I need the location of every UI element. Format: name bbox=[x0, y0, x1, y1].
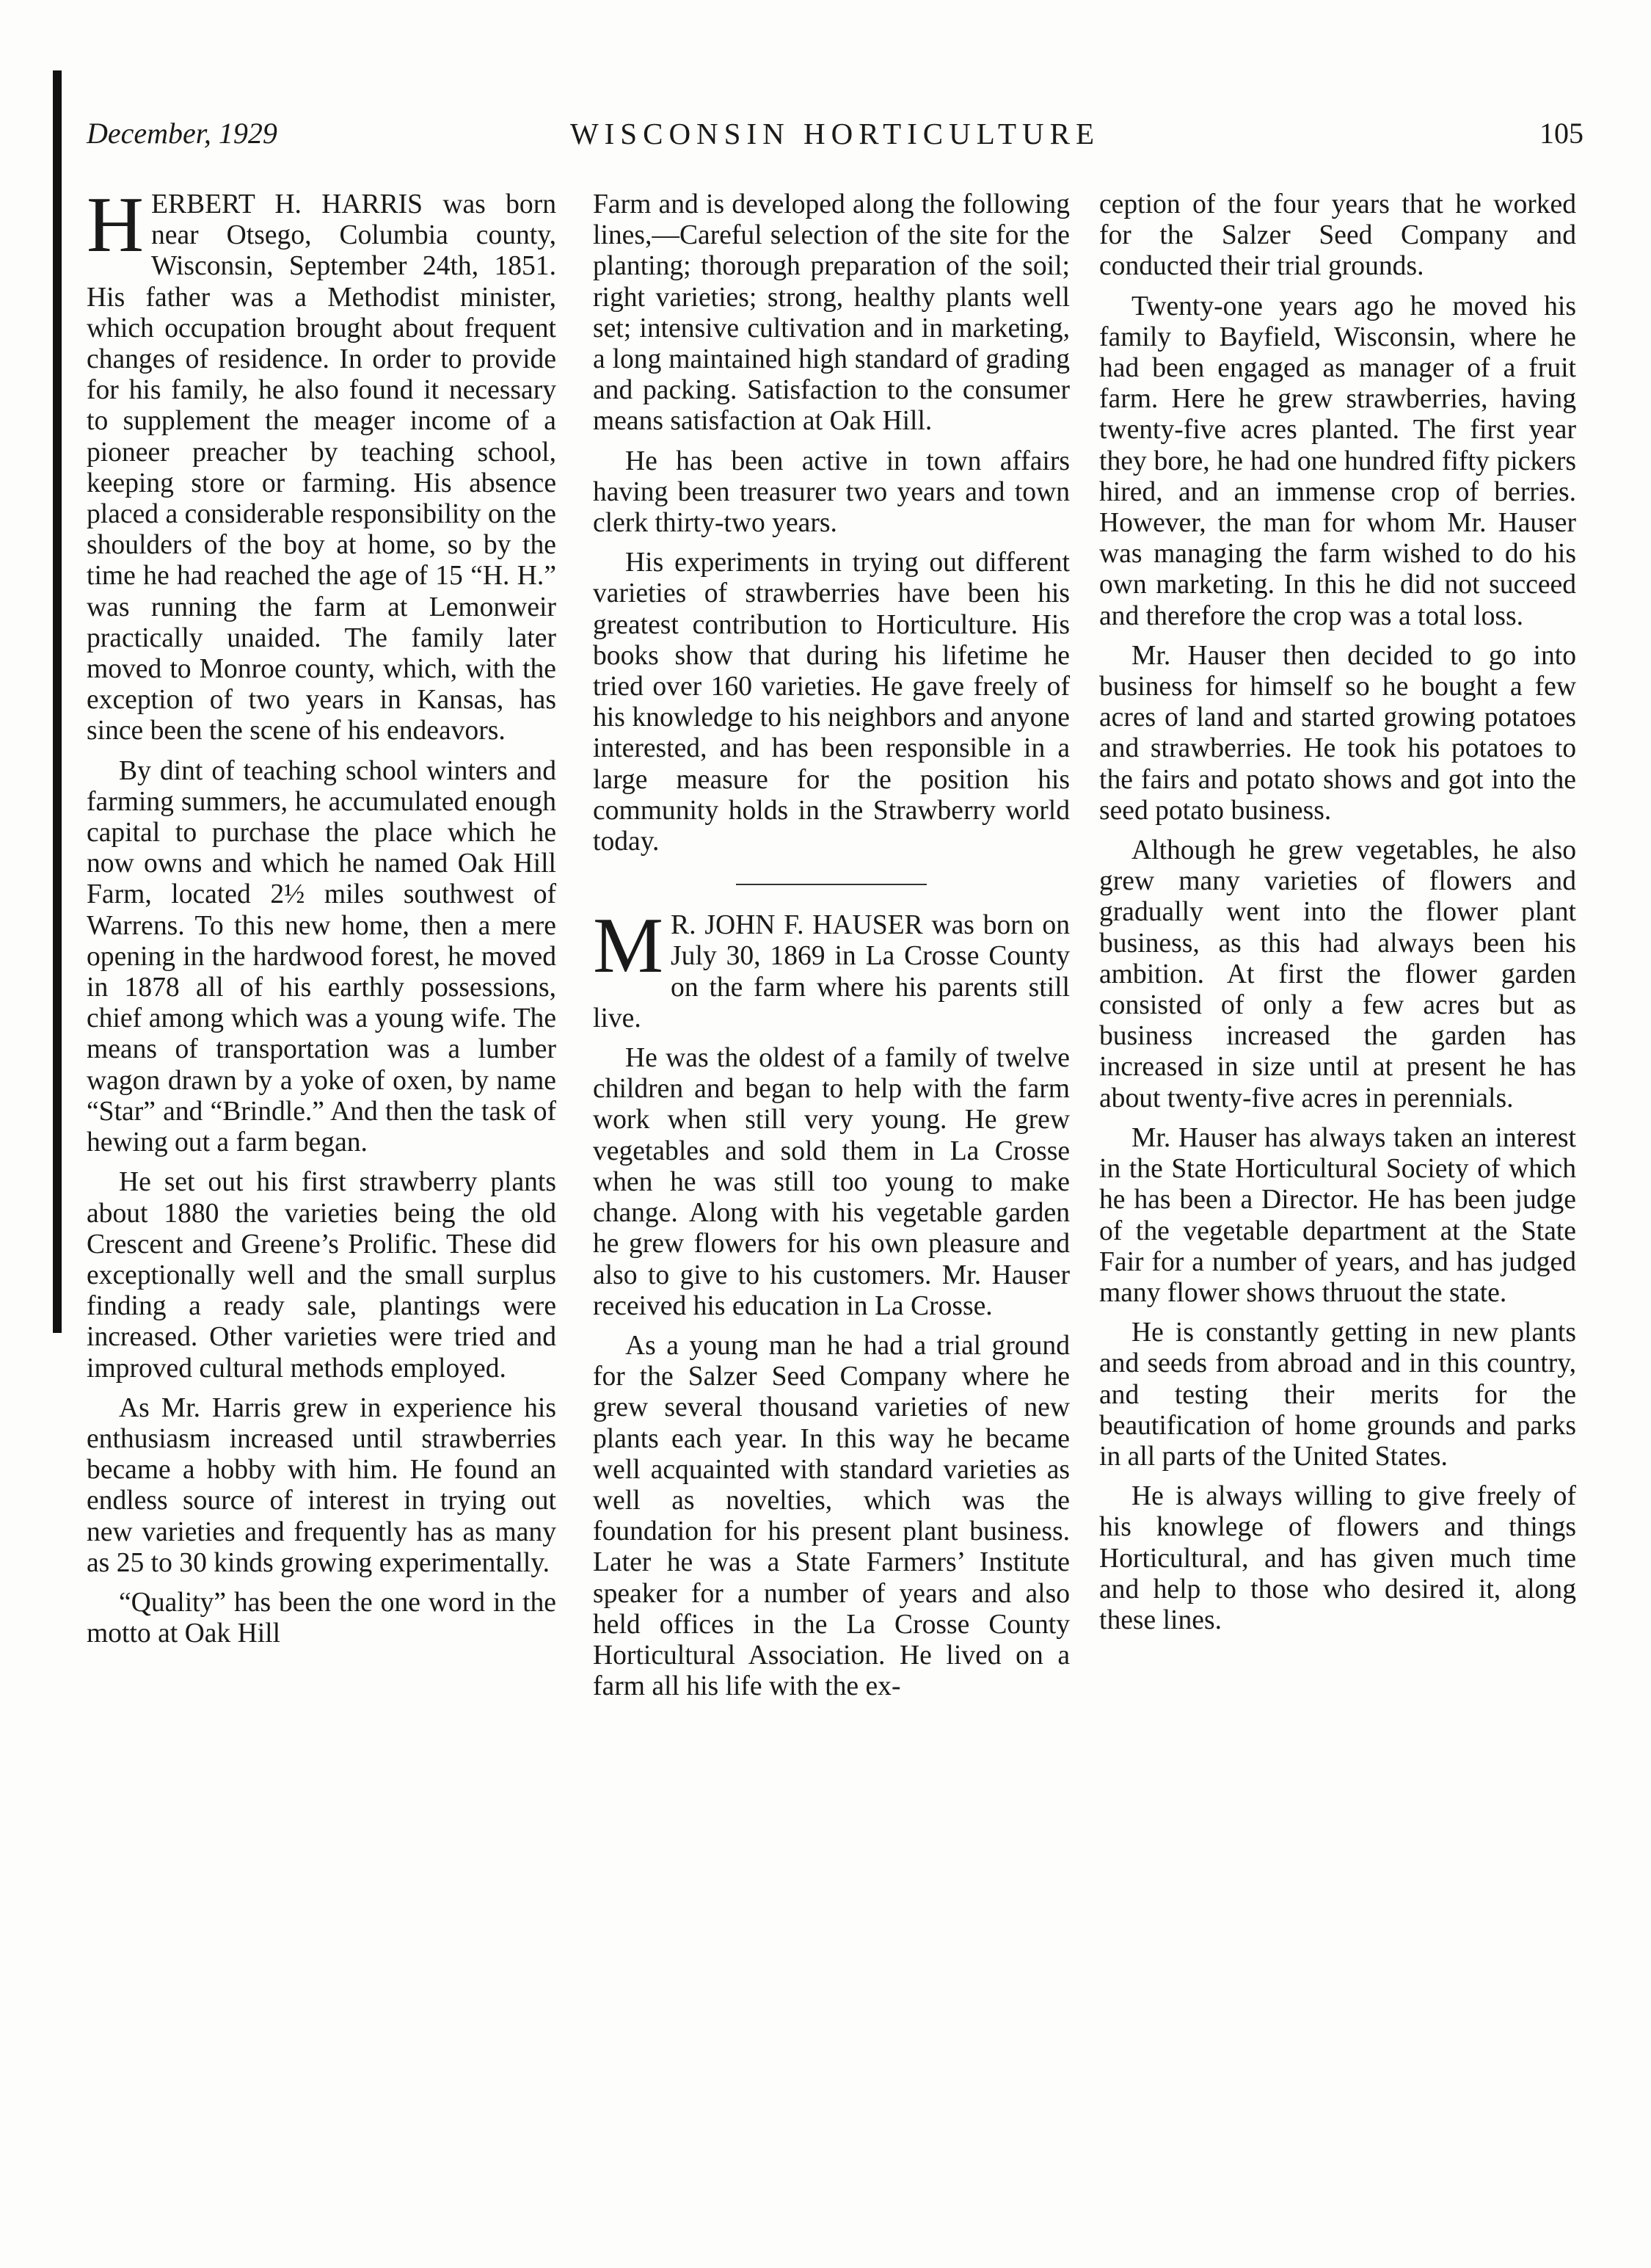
harris-paragraph-6: He has been active in town affairs having been treasurer two years and town clerk thirty-two years. bbox=[593, 446, 1070, 539]
hauser-paragraph-6: Although he grew vegetables, he also grew many varieties of flowers and gradually went into the flower plant business, as this had always been his ambition. At first the flower garden consisted of only a few acres but as business increased the garden has increased in size until at present he has about twenty-five acres in perennials. bbox=[1099, 835, 1576, 1113]
hauser-lead-paragraph bbox=[593, 902, 1070, 1034]
harris-dropcap: H bbox=[87, 181, 144, 269]
harris-paragraph-5-continued: Farm and is developed along the following lines,—Careful selection of the site for the planting; thorough preparation of the soil; right varieties; strong, healthy plants well set; intensive cultivation and in marketing, a long maintained high standard of grading and packing. Satisfaction to the consumer means satisfaction at Oak Hill. bbox=[593, 189, 1070, 437]
harris-paragraph-7: His experiments in trying out different varieties of strawberries have been his greatest contribution to Horticulture. His books show that during his lifetime he tried over 160 varieties. He gave freely of his knowledge to his neighbors and anyone interested, and has been responsible in a large measure for the position his community holds in the Strawberry world today. bbox=[593, 548, 1070, 857]
column-1 bbox=[87, 181, 556, 1658]
hauser-paragraph-3-continued: ception of the four years that he worked for the Salzer Seed Company and conducted their trial grounds. bbox=[1099, 189, 1576, 282]
hauser-lead-text: R. JOHN F. HAUSER was born on July 30, 1869 in La Crosse County on the farm where his parents still live. bbox=[593, 910, 1070, 1033]
hauser-paragraph-4: Twenty-one years ago he moved his family to Bayfield, Wisconsin, where he had been engaged as manager of a fruit farm. Here he grew strawberries, having twenty-five acres planted. The first year they bore, he had one hundred fifty pickers hired, and an immense crop of berries. However, the man for whom Mr. Hauser was managing the farm wished to do his own marketing. In this he did not succeed and therefore the crop was a total loss. bbox=[1099, 291, 1576, 631]
hauser-paragraph-3: As a young man he had a trial ground for the Salzer Seed Company where he grew several thousand varieties of new plants each year. In this way he became well acquainted with standard varieties as well as novelties, which was the foundation for his present plant business. Later he was a State Farmers’ Institute speaker for a number of years and also held offices in the La Crosse County Horticultural Association. He lived on a farm all his life with the ex- bbox=[593, 1330, 1070, 1702]
binding-edge-line bbox=[53, 70, 62, 1333]
hauser-paragraph-5: Mr. Hauser then decided to go into business for himself so he bought a few acres of land and started growing potatoes and strawberries. He took his potatoes to the fairs and potato shows and got into the seed potato business. bbox=[1099, 640, 1576, 826]
column-3 bbox=[1099, 189, 1576, 1645]
harris-lead-paragraph bbox=[87, 181, 556, 747]
hauser-paragraph-7: Mr. Hauser has always taken an interest in the State Horticultural Society of which he has been a Director. He has been judge of the vegetable department at the State Fair for a number of years, and has judged many flower shows thruout the state. bbox=[1099, 1122, 1576, 1308]
harris-paragraph-3: He set out his first strawberry plants about 1880 the varieties being the old Crescent and Greene’s Prolific. These did exceptionally well and the small surplus finding a ready sale, plantings were increased. Other varieties were tried and improved cultural methods employed. bbox=[87, 1167, 556, 1384]
hauser-dropcap: M bbox=[593, 902, 664, 990]
hauser-paragraph-8: He is constantly getting in new plants and seeds from abroad and in this country, and testing their merits for the beautification of home grounds and parks in all parts of the United States. bbox=[1099, 1317, 1576, 1472]
page-number: 105 bbox=[1539, 117, 1583, 150]
column-2 bbox=[593, 189, 1070, 1711]
hauser-paragraph-2: He was the oldest of a family of twelve children and began to help with the farm work when still very young. He grew vegetables and sold them in La Crosse when he was still too young to make change. Along with his vegetable garden he grew flowers for his own pleasure and also to give to his customers. Mr. Hauser received his education in La Crosse. bbox=[593, 1043, 1070, 1321]
harris-lead-text: ERBERT H. HARRIS was born near Otsego, Columbia county, Wisconsin, September 24th, 1851. His father was a Methodist minister, which occupation brought about frequent changes of residence. In order to provide for his family, he also found it necessary to supplement the meager income of a pioneer preacher by teaching school, keeping store or farming. His absence placed a considerable responsibility on the shoulders of the boy at home, so by the time he had reached the age of 15 “H. H.” was running the farm at Lemonweir practically unaided. The family later moved to Monroe county, which, with the exception of two years in Kansas, has since been the scene of his endeavors. bbox=[87, 189, 556, 746]
harris-paragraph-5: “Quality” has been the one word in the motto at Oak Hill bbox=[87, 1587, 556, 1649]
hauser-paragraph-9: He is always willing to give freely of his knowlege of flowers and things Horticultural, and has given much time and help to those who desired it, along these lines. bbox=[1099, 1481, 1576, 1635]
magazine-title: WISCONSIN HORTICULTURE bbox=[569, 117, 1101, 150]
running-header bbox=[87, 116, 1583, 160]
issue-date: December, 1929 bbox=[87, 117, 277, 150]
article-divider bbox=[736, 884, 927, 885]
harris-paragraph-2: By dint of teaching school winters and farming summers, he accumulated enough capital to purchase the place which he now owns and which he named Oak Hill Farm, located 2½ miles southwest of Warrens. To this new home, then a mere opening in the hardwood forest, he moved in 1878 all of his earthly possessions, chief among which was a young wife. The means of transportation was a lumber wagon drawn by a yoke of oxen, by name “Star” and “Brindle.” And then the task of hewing out a farm began. bbox=[87, 755, 556, 1158]
harris-paragraph-4: As Mr. Harris grew in experience his enthusiasm increased until strawberries became a hobby with him. He found an endless source of interest in trying out new varieties and frequently has as many as 25 to 30 kinds growing experimentally. bbox=[87, 1392, 556, 1578]
